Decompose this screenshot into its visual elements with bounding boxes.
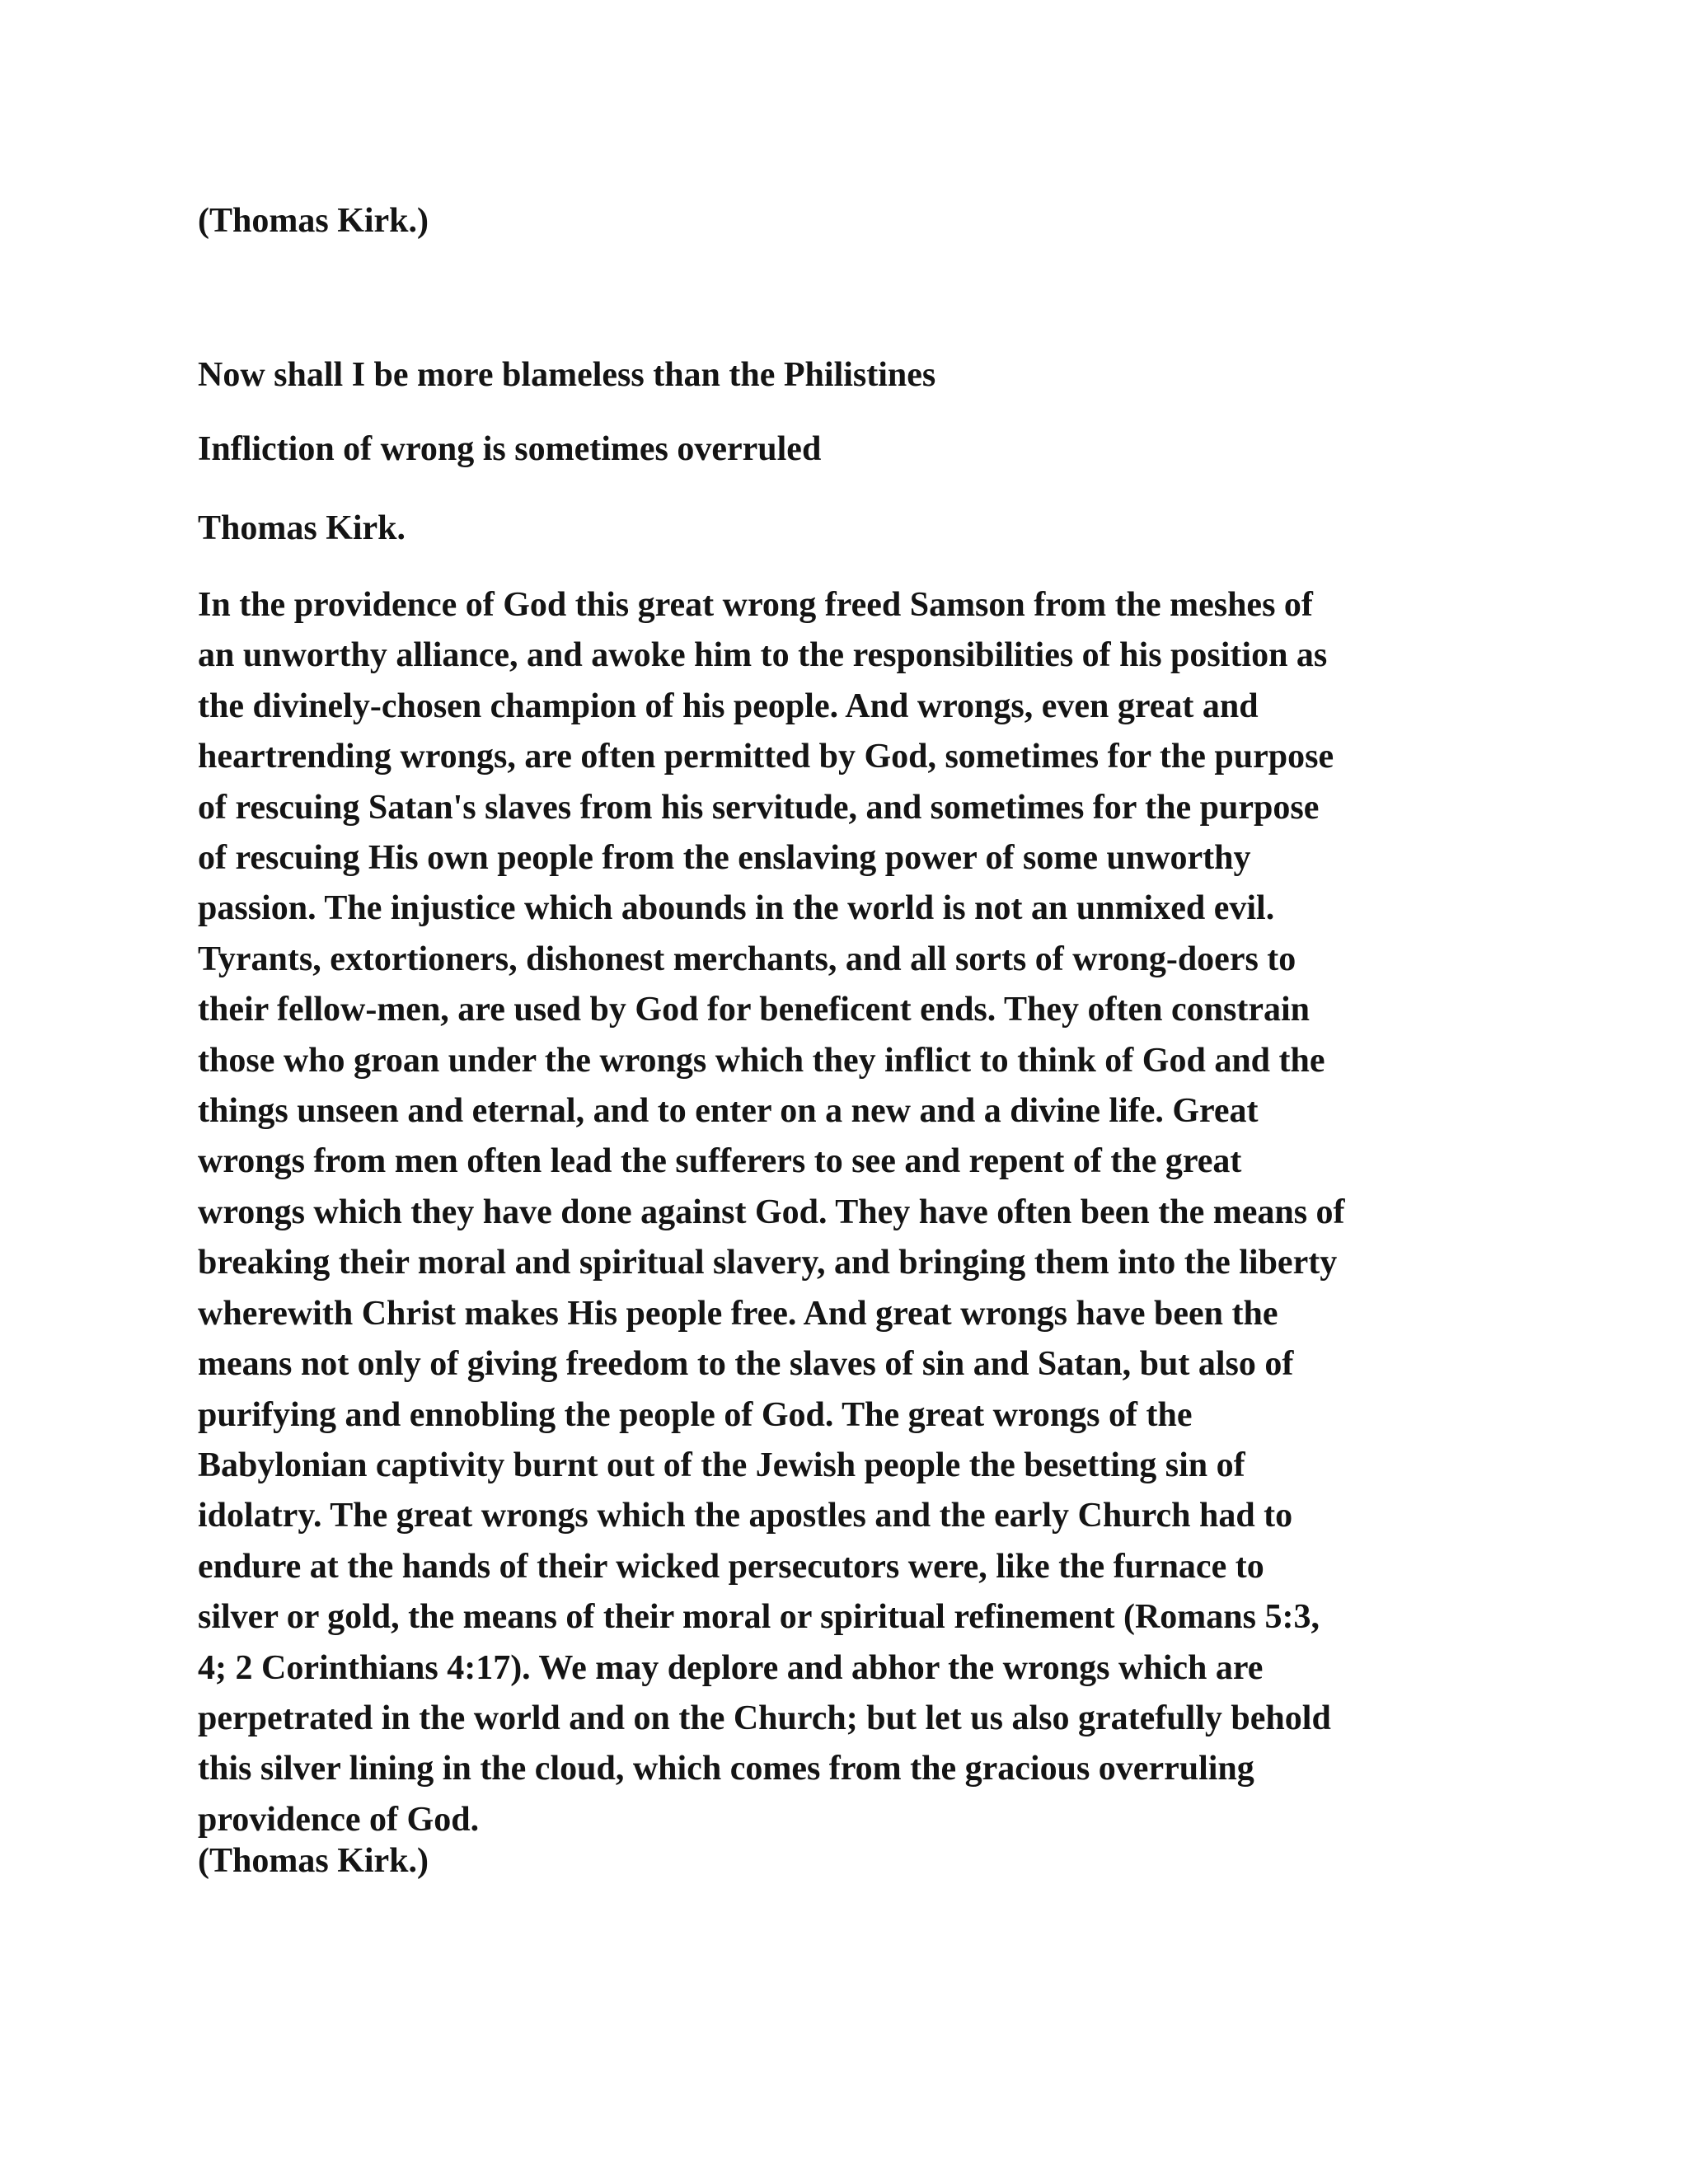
body-line: this silver lining in the cloud, which comes from the gracious overruling — [198, 1750, 1254, 1788]
body-line: passion. The injustice which abounds in the world is not an unmixed evil. — [198, 889, 1275, 928]
body-line: wherewith Christ makes His people free. And great wrongs have been the — [198, 1294, 1278, 1333]
body-line: perpetrated in the world and on the Church; but let us also gratefully behold — [198, 1699, 1331, 1737]
body-line: providence of God. — [198, 1800, 480, 1839]
body-line: things unseen and eternal, and to enter on a new and a divine life. Great — [198, 1092, 1259, 1131]
body-line: 4; 2 Corinthians 4:17). We may deplore and abhor the wrongs which are — [198, 1648, 1264, 1687]
attribution-top: (Thomas Kirk.) — [198, 202, 429, 240]
body-line: of rescuing Satan's slaves from his servitude, and sometimes for the purpose — [198, 788, 1320, 827]
body-line: an unworthy alliance, and awoke him to the responsibilities of his position as — [198, 636, 1328, 675]
body-line: Babylonian captivity burnt out of the Jewish people the besetting sin of — [198, 1446, 1245, 1484]
body-line: their fellow-men, are used by God for beneficent ends. They often constrain — [198, 991, 1311, 1029]
attribution-bottom: (Thomas Kirk.) — [198, 1842, 429, 1880]
body-line: silver or gold, the means of their moral or spiritual refinement (Romans 5:3, — [198, 1598, 1320, 1637]
body-line: wrongs from men often lead the sufferers to see and repent of the great — [198, 1142, 1242, 1181]
body-line: of rescuing His own people from the enslaving power of some unworthy — [198, 839, 1251, 878]
body-line: heartrending wrongs, are often permitted by God, sometimes for the purpose — [198, 738, 1334, 776]
body-line: purifying and ennobling the people of God. The great wrongs of the — [198, 1395, 1193, 1434]
body-line: wrongs which they have done against God. They have often been the means of — [198, 1193, 1345, 1231]
body-line: means not only of giving freedom to the slaves of sin and Satan, but also of — [198, 1345, 1294, 1384]
body-line: Tyrants, extortioners, dishonest merchants, and all sorts of wrong-doers to — [198, 940, 1296, 978]
body-line: breaking their moral and spiritual slavery, and bringing them into the liberty — [198, 1244, 1338, 1282]
body-line: the divinely-chosen champion of his people. And wrongs, even great and — [198, 687, 1259, 725]
body-line: endure at the hands of their wicked persecutors were, like the furnace to — [198, 1547, 1264, 1586]
page-subtitle: Infliction of wrong is sometimes overruled — [198, 430, 822, 468]
body-line: those who groan under the wrongs which they inflict to think of God and the — [198, 1041, 1325, 1080]
body-paragraph — [198, 580, 1517, 1845]
body-line: In the providence of God this great wrong freed Samson from the meshes of — [198, 586, 1313, 624]
author-name: Thomas Kirk. — [198, 509, 406, 547]
body-line: idolatry. The great wrongs which the apostles and the early Church had to — [198, 1497, 1293, 1535]
page-title: Now shall I be more blameless than the Philistines — [198, 356, 936, 394]
